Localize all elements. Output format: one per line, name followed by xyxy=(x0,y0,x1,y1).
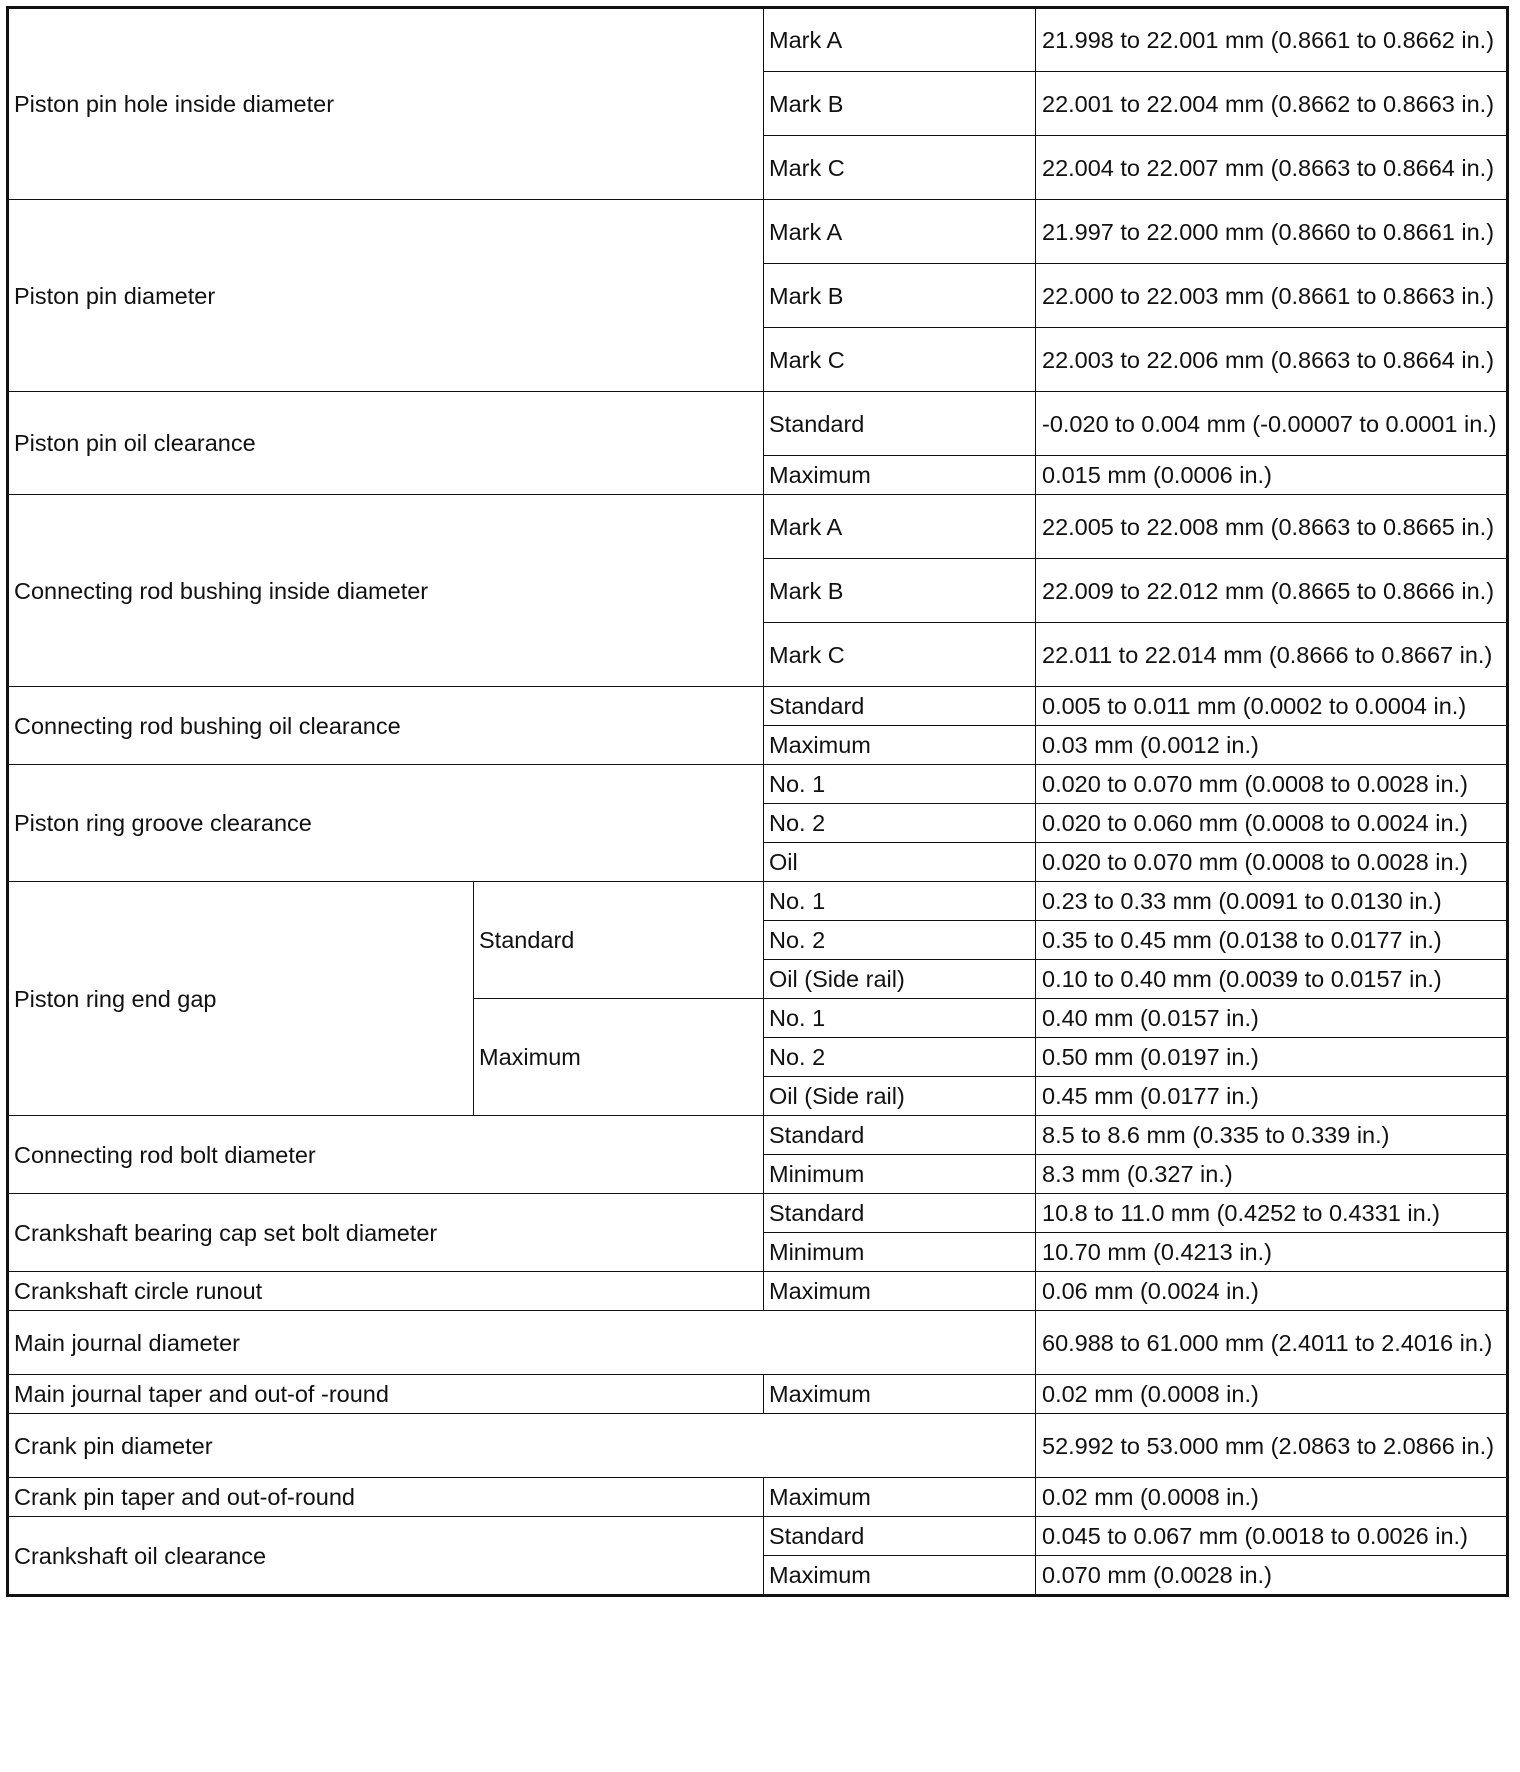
spec-label-cell: Maximum xyxy=(764,1478,1036,1517)
spec-value-cell: 60.988 to 61.000 mm (2.4011 to 2.4016 in.) xyxy=(1036,1311,1508,1375)
spec-label-cell: Connecting rod bushing oil clearance xyxy=(8,687,764,765)
spec-label-cell: Mark B xyxy=(764,559,1036,623)
spec-value-cell: 22.005 to 22.008 mm (0.8663 to 0.8665 in.) xyxy=(1036,495,1508,559)
spec-label-cell: Piston ring groove clearance xyxy=(8,765,764,882)
spec-label-cell: Crank pin taper and out-of-round xyxy=(8,1478,764,1517)
spec-label-cell: Standard xyxy=(764,687,1036,726)
spec-value-cell: 22.004 to 22.007 mm (0.8663 to 0.8664 in.) xyxy=(1036,136,1508,200)
spec-label-cell: Crankshaft circle runout xyxy=(8,1272,764,1311)
specification-table xyxy=(6,6,1509,1597)
spec-value-cell: 0.070 mm (0.0028 in.) xyxy=(1036,1556,1508,1596)
spec-value-cell: 0.020 to 0.070 mm (0.0008 to 0.0028 in.) xyxy=(1036,765,1508,804)
spec-label-cell: No. 1 xyxy=(764,999,1036,1038)
table-row xyxy=(8,392,1508,456)
table-row xyxy=(8,8,1508,72)
spec-label-cell: Standard xyxy=(474,882,764,999)
spec-value-cell: 10.70 mm (0.4213 in.) xyxy=(1036,1233,1508,1272)
spec-label-cell: No. 2 xyxy=(764,1038,1036,1077)
table-row xyxy=(8,1517,1508,1556)
table-row xyxy=(8,495,1508,559)
spec-label-cell: Maximum xyxy=(764,726,1036,765)
spec-value-cell: 21.998 to 22.001 mm (0.8661 to 0.8662 in.) xyxy=(1036,8,1508,72)
table-row xyxy=(8,1478,1508,1517)
spec-label-cell: Main journal taper and out-of -round xyxy=(8,1375,764,1414)
spec-value-cell: 0.02 mm (0.0008 in.) xyxy=(1036,1375,1508,1414)
spec-value-cell: 0.02 mm (0.0008 in.) xyxy=(1036,1478,1508,1517)
spec-label-cell: Mark B xyxy=(764,264,1036,328)
spec-label-cell: Mark C xyxy=(764,623,1036,687)
spec-label-cell: Piston ring end gap xyxy=(8,882,474,1116)
table-row xyxy=(8,882,1508,921)
spec-value-cell: 0.020 to 0.070 mm (0.0008 to 0.0028 in.) xyxy=(1036,843,1508,882)
spec-value-cell: 22.003 to 22.006 mm (0.8663 to 0.8664 in.) xyxy=(1036,328,1508,392)
spec-label-cell: Piston pin hole inside diameter xyxy=(8,8,764,200)
spec-label-cell: Maximum xyxy=(764,456,1036,495)
spec-value-cell: 0.40 mm (0.0157 in.) xyxy=(1036,999,1508,1038)
spec-label-cell: No. 2 xyxy=(764,804,1036,843)
spec-value-cell: 22.000 to 22.003 mm (0.8661 to 0.8663 in.) xyxy=(1036,264,1508,328)
spec-label-cell: Maximum xyxy=(764,1375,1036,1414)
spec-value-cell: 0.10 to 0.40 mm (0.0039 to 0.0157 in.) xyxy=(1036,960,1508,999)
spec-value-cell: 10.8 to 11.0 mm (0.4252 to 0.4331 in.) xyxy=(1036,1194,1508,1233)
spec-label-cell: Standard xyxy=(764,1517,1036,1556)
spec-label-cell: Minimum xyxy=(764,1155,1036,1194)
spec-label-cell: Mark A xyxy=(764,495,1036,559)
spec-label-cell: Standard xyxy=(764,392,1036,456)
spec-value-cell: 0.015 mm (0.0006 in.) xyxy=(1036,456,1508,495)
spec-value-cell: 0.35 to 0.45 mm (0.0138 to 0.0177 in.) xyxy=(1036,921,1508,960)
spec-value-cell: 52.992 to 53.000 mm (2.0863 to 2.0866 in.) xyxy=(1036,1414,1508,1478)
spec-label-cell: Connecting rod bolt diameter xyxy=(8,1116,764,1194)
spec-value-cell: 22.009 to 22.012 mm (0.8665 to 0.8666 in.) xyxy=(1036,559,1508,623)
spec-value-cell: 0.045 to 0.067 mm (0.0018 to 0.0026 in.) xyxy=(1036,1517,1508,1556)
table-row xyxy=(8,1272,1508,1311)
spec-label-cell: Main journal diameter xyxy=(8,1311,1036,1375)
spec-label-cell: Standard xyxy=(764,1116,1036,1155)
spec-value-cell: 0.03 mm (0.0012 in.) xyxy=(1036,726,1508,765)
table-row xyxy=(8,1116,1508,1155)
spec-label-cell: Crankshaft oil clearance xyxy=(8,1517,764,1596)
spec-label-cell: Mark C xyxy=(764,328,1036,392)
spec-label-cell: Piston pin oil clearance xyxy=(8,392,764,495)
spec-label-cell: Mark B xyxy=(764,72,1036,136)
spec-label-cell: Oil (Side rail) xyxy=(764,960,1036,999)
spec-value-cell: 0.45 mm (0.0177 in.) xyxy=(1036,1077,1508,1116)
spec-label-cell: Mark C xyxy=(764,136,1036,200)
table-row xyxy=(8,200,1508,264)
spec-label-cell: Mark A xyxy=(764,8,1036,72)
spec-value-cell: -0.020 to 0.004 mm (-0.00007 to 0.0001 in.) xyxy=(1036,392,1508,456)
spec-label-cell: Maximum xyxy=(474,999,764,1116)
spec-label-cell: Piston pin diameter xyxy=(8,200,764,392)
spec-label-cell: No. 1 xyxy=(764,882,1036,921)
spec-label-cell: No. 2 xyxy=(764,921,1036,960)
spec-label-cell: Connecting rod bushing inside diameter xyxy=(8,495,764,687)
table-row xyxy=(8,1311,1508,1375)
spec-label-cell: Mark A xyxy=(764,200,1036,264)
spec-label-cell: No. 1 xyxy=(764,765,1036,804)
spec-label-cell: Standard xyxy=(764,1194,1036,1233)
spec-label-cell: Oil xyxy=(764,843,1036,882)
spec-value-cell: 22.011 to 22.014 mm (0.8666 to 0.8667 in.) xyxy=(1036,623,1508,687)
spec-value-cell: 21.997 to 22.000 mm (0.8660 to 0.8661 in.) xyxy=(1036,200,1508,264)
spec-label-cell: Maximum xyxy=(764,1272,1036,1311)
spec-value-cell: 0.50 mm (0.0197 in.) xyxy=(1036,1038,1508,1077)
spec-value-cell: 22.001 to 22.004 mm (0.8662 to 0.8663 in.) xyxy=(1036,72,1508,136)
spec-label-cell: Oil (Side rail) xyxy=(764,1077,1036,1116)
spec-value-cell: 8.3 mm (0.327 in.) xyxy=(1036,1155,1508,1194)
spec-value-cell: 0.005 to 0.011 mm (0.0002 to 0.0004 in.) xyxy=(1036,687,1508,726)
spec-label-cell: Crank pin diameter xyxy=(8,1414,1036,1478)
spec-value-cell: 0.06 mm (0.0024 in.) xyxy=(1036,1272,1508,1311)
specification-table-body xyxy=(8,8,1508,1596)
spec-label-cell: Crankshaft bearing cap set bolt diameter xyxy=(8,1194,764,1272)
spec-label-cell: Minimum xyxy=(764,1233,1036,1272)
table-row xyxy=(8,765,1508,804)
table-row xyxy=(8,1414,1508,1478)
table-row xyxy=(8,687,1508,726)
spec-value-cell: 0.020 to 0.060 mm (0.0008 to 0.0024 in.) xyxy=(1036,804,1508,843)
spec-value-cell: 8.5 to 8.6 mm (0.335 to 0.339 in.) xyxy=(1036,1116,1508,1155)
spec-value-cell: 0.23 to 0.33 mm (0.0091 to 0.0130 in.) xyxy=(1036,882,1508,921)
table-row xyxy=(8,1194,1508,1233)
spec-label-cell: Maximum xyxy=(764,1556,1036,1596)
table-row xyxy=(8,1375,1508,1414)
